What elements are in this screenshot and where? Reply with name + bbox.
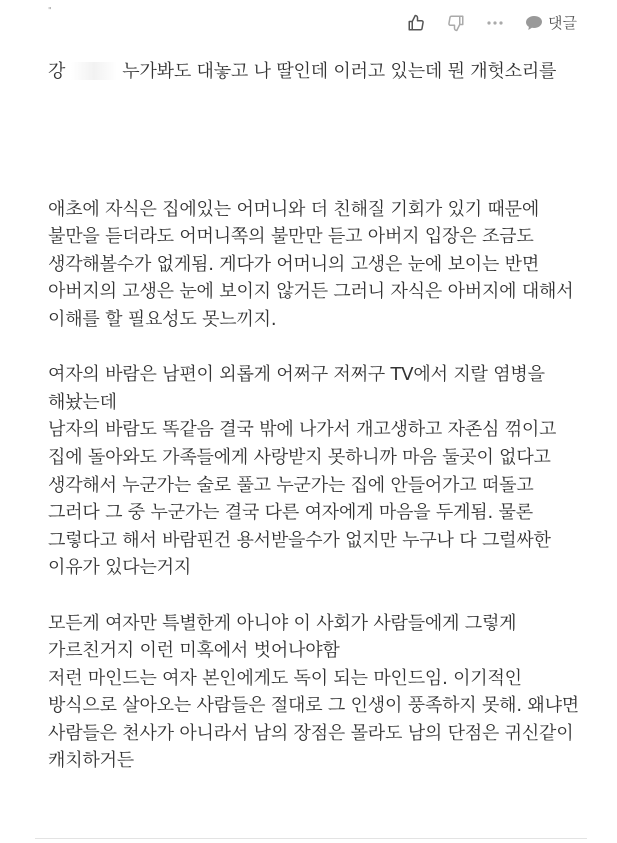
comment-actions [407,12,577,33]
thumbs-down-icon [447,14,465,32]
first-prefix: 강 [48,61,66,82]
paragraph-2a: 여자의 바람은 남편이 외롭게 어쩌구 저쩌구 TV에서 지랄 염병을 해놨는데 [48,364,551,413]
more-button[interactable] [487,20,503,26]
paragraph-3a: 모든게 여자만 특별한게 아니야 이 사회가 사람들에게 그렇게 가르친거지 이런 미혹에서 벗어나야함 [48,612,522,662]
spacer [48,86,588,196]
corner-mark: " [48,6,52,15]
reply-label: 댓글 [548,14,577,32]
first-rest: 누가봐도 대놓고 나 딸인데 이러고 있는데 뭔 개헛소리를 [122,61,557,82]
spacer [48,582,588,610]
speech-bubble-icon [525,15,543,31]
first-line [48,58,588,86]
thumbs-up-icon [407,14,425,32]
spacer [48,334,588,362]
paragraph-1: 애초에 자식은 집에있는 어머니와 더 친해질 기회가 있기 때문에 불만을 듣더라도 어머니쪽의 불만만 듣고 아버지 입장은 조금도 생각해볼수가 없게됨. 게다가 어머니의 고생은 눈에 보이는 반면 아버지의 고생은 눈에 보이지 않거든 그러니 자식은 아버지에 대해서 이해를 할 필요성도 못느끼지. [48,198,579,330]
dislike-button[interactable] [447,14,465,32]
more-dots-icon [487,20,503,26]
like-button[interactable] [407,14,425,32]
comment-body [48,58,588,775]
paragraph-3b: 저런 마인드는 여자 본인에게도 독이 되는 마인드임. 이기적인 방식으로 살아오는 사람들은 절대로 그 인생이 풍족하지 못해. 왜냐면 사람들은 천사가 아니라서 남의 장점은 몰라도 남의 단점은 귀신같이 캐치하거든 [48,667,585,772]
divider [35,838,587,839]
paragraph-2b: 남자의 바람도 똑같음 결국 밖에 나가서 개고생하고 자존심 꺾이고 집에 돌아와도 가족들에게 사랑받지 못하니까 마음 둘곳이 없다고 생각해서 누군가는 술로 풀고 누군가는 집에 안들어가고 떠돌고 그러다 그 중 누군가는 결국 다른 여자에게 마음을 두게됨. 물론 그렇다고 해서 바람핀건 용서받을수가 없지만 누구나 다 그럴싸한 이유가 있다는거지 [48,419,562,579]
redacted-name [71,62,117,80]
reply-button[interactable] [525,12,577,33]
